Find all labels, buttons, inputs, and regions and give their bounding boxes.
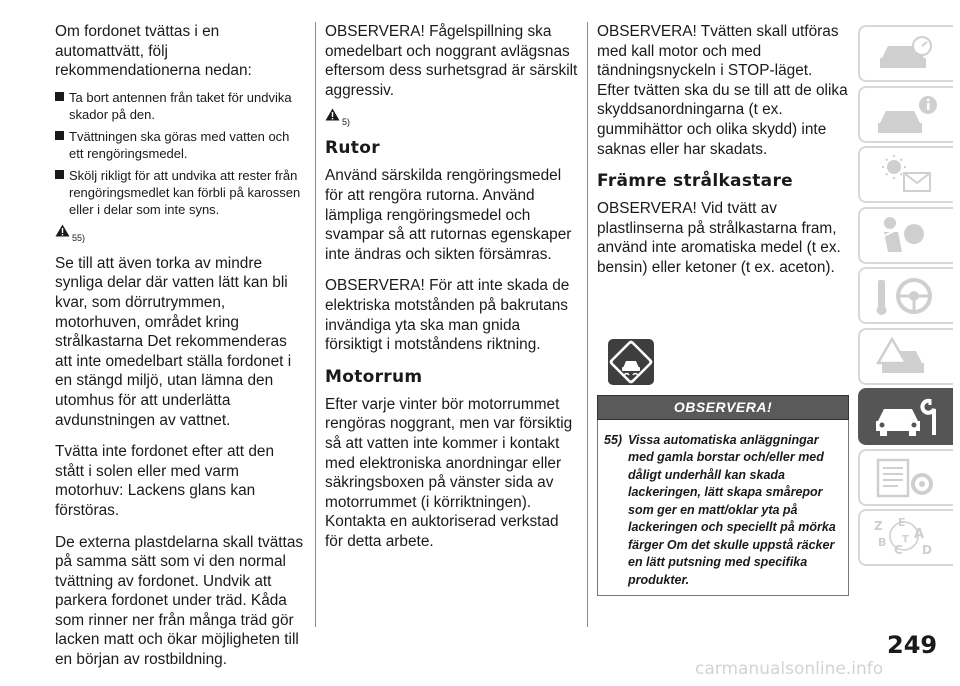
warning-ref-number: 5) [342, 117, 351, 128]
checkbox-bullet-icon [55, 170, 64, 179]
tab-maintenance[interactable] [858, 388, 953, 445]
bullet-list [55, 89, 307, 218]
tab-index[interactable] [858, 509, 953, 566]
key-steering-wheel-icon [870, 274, 945, 318]
tab-car-info[interactable] [858, 86, 953, 143]
column-2 [325, 22, 580, 563]
note-paragraph: OBSERVERA! Vid tvätt av plastlinserna på strålkastarna fram, använd inte aromatiska medel (t ex. bensin) eller ketoner (t ex. aceton). [597, 200, 841, 276]
tab-safety[interactable] [858, 207, 953, 264]
tab-emergency[interactable] [858, 328, 953, 385]
warning-box [597, 420, 849, 596]
warning-ref-number: 55) [72, 232, 86, 243]
paragraph: Se till att även torka av mindre synliga delar där vatten lätt kan bli kvar, som dörrutrymmen, motorhuven, området kring strålkastarna Det rekommenderas att inte omedelbart ställa fordonet i en stängd miljö, utan lämna den utomhus för att underlätta avdunstningen av vattnet. [55, 254, 292, 429]
paragraph: Använd särskilda rengöringsmedel för att rengöra rutorna. Använd lämpliga rengöringsmedel och svampar så att rutornas egenskaper inte ändras och sikten försämras. [325, 167, 572, 263]
alphabetical-index-icon [870, 516, 945, 560]
chapter-sidebar [858, 25, 953, 570]
svg-text:B: B [878, 536, 887, 549]
svg-text:E: E [898, 516, 906, 529]
warning-reference [55, 224, 307, 246]
footer-watermark: carmanualsonline.info [695, 659, 884, 679]
warning-box-header: OBSERVERA! [597, 395, 849, 420]
warning-triangle-icon [325, 108, 340, 121]
car-maintenance-icon [870, 395, 945, 439]
column-divider [315, 22, 316, 627]
note-paragraph: OBSERVERA! Tvätten skall utföras med kall motor och med tändningsnyckeln i STOP-läget. Efter tvätten ska du se till att de olika skyddsanordningarna (t ex. gummihättor och olika skydd) inte saknas eller har skadats. [597, 23, 848, 158]
warning-reference [325, 108, 580, 130]
svg-text:C: C [894, 543, 903, 557]
section-heading-strålkastare: Främre strålkastare [597, 171, 793, 192]
slippery-road-warning-icon [607, 338, 655, 386]
note-paragraph: OBSERVERA! Fågelspillning ska omedelbart och noggrant avlägsnas eftersom dess surhetsgrad är särskilt aggressiv. [325, 23, 578, 99]
checkbox-bullet-icon [55, 92, 64, 101]
page-number: 249 [887, 631, 938, 659]
warning-triangle-icon [55, 224, 70, 237]
specifications-list-icon [870, 456, 945, 500]
list-item: Ta bort antennen från taket för undvika skador på den. [55, 89, 307, 123]
warning-number: 55) [604, 432, 623, 447]
column-1 [55, 22, 307, 682]
tab-specifications[interactable] [858, 449, 953, 506]
warning-triangle-car-icon [870, 335, 945, 379]
intro-paragraph: Om fordonet tvättas i en automattvätt, följ rekommendationerna nedan: [55, 23, 252, 80]
paragraph: Tvätta inte fordonet efter att den stått i solen eller med varm motorhuv: Lackens glans kan förstöras. [55, 443, 275, 519]
list-item: Skölj rikligt för att undvika att rester från rengöringsmedlet kan förbli på karossen eller i delar som inte syns. [55, 167, 307, 218]
svg-text:T: T [902, 534, 909, 545]
paragraph: De externa plastdelarna skall tvättas på samma sätt som vi den normal tvättning av fordonet. Undvik att parkera fordonet under träd. Kåda som rinner ner från många träd gör lacken matt och ökar möjligheten till en början av rostbildning. [55, 533, 304, 669]
checkbox-bullet-icon [55, 131, 64, 140]
car-dashboard-icon [870, 32, 945, 76]
svg-text:D: D [922, 543, 932, 557]
tab-starting-driving[interactable] [858, 267, 953, 324]
section-heading-rutor: Rutor [325, 138, 380, 159]
column-divider [587, 22, 588, 627]
svg-text:Z: Z [874, 519, 883, 533]
car-info-icon [870, 93, 945, 137]
paragraph: Efter varje vinter bör motorrummet rengöras noggrant, men var försiktig så att vatten inte kommer i kontakt med elektroniska anordningar eller säkringsboxen på vänster sida av motorrummet (i körriktningen). Kontakta en auktoriserad verkstad för detta arbete. [325, 395, 573, 550]
paragraph: OBSERVERA! För att inte skada de elektriska motstånden på bakrutans invändiga yta ska man gnida försiktigt i motståndens riktning. [325, 277, 570, 354]
light-message-icon [870, 153, 945, 197]
warning-text: Vissa automatiska anläggningar med gamla borstar och/eller med dåligt underhåll kan skada lackeringen, lätt skapa smårepor som ger en matt/oklar yta på lackeringen och speciellt på mörka färger Om det skulle uppstå räcker en lätt putsning med specifika produkter. [628, 432, 836, 587]
tab-lights-messages[interactable] [858, 146, 953, 203]
svg-text:A: A [914, 527, 925, 542]
tab-dashboard[interactable] [858, 25, 953, 82]
airbag-safety-icon [870, 214, 945, 258]
column-3 [597, 22, 849, 596]
section-heading-motorrum: Motorrum [325, 366, 423, 387]
list-item: Tvättningen ska göras med vatten och ett rengöringsmedel. [55, 128, 307, 162]
